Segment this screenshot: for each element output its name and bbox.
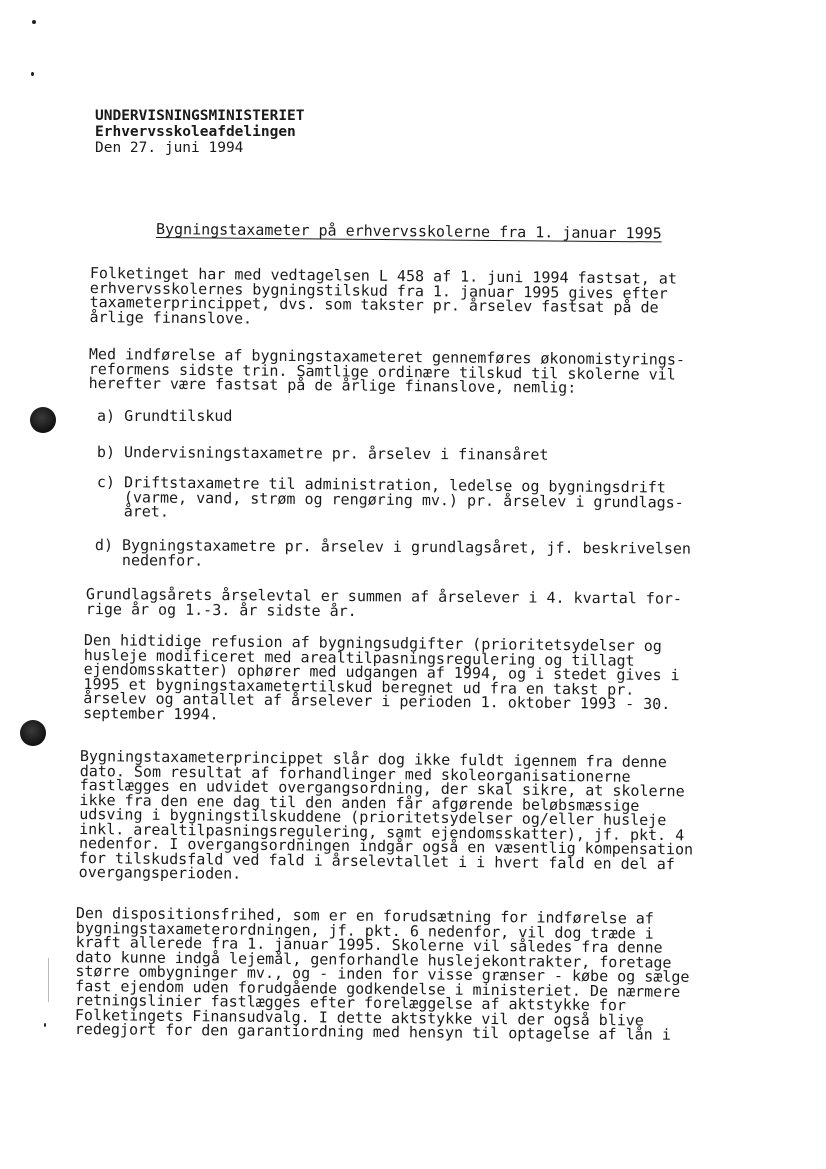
document-date: Den 27. juni 1994 (95, 140, 244, 156)
scan-speck (31, 72, 34, 76)
paragraph: Bygningstaxameterprincippet slår dog ikke fuldt igennem fra denne dato. Som resultat af forhandlinger med skoleorganisationerne fastlægges en udvidet overgangsordning, der skal sikre, at skolerne ikke fra den ene dag til den anden får afgørende beløbsmæssige udsving i bygningstilskuddene (prioritetsydelser og/eller husleje inkl. arealtilpasningsregulering, samt ejendomsskatter), jf. pkt. 4 nedenfor. I overgangsordningen indgår også en væsentlig kompensation for tilskudsfald ved fald i årselevtallet i i hvert fald en del af overgangsperioden. (78, 747, 694, 883)
document-title: Bygningstaxameter på erhvervsskolerne fra 1. januar 1995 (155, 220, 662, 243)
scan-speck (44, 1023, 46, 1027)
list-item: b) Undervisningstaxametre pr. årselev i finansåret (96, 443, 549, 464)
paragraph: Den hidtidige refusion af bygningsudgifter (prioritetsydelser og husleje modificeret med arealtilpasningsregulering og tillagt ejendomsskatter) ophører med udgangen af 1994, og i stedet gives i 1995 et bygningstaxametertilskud beregnet ud fra en takst pr. årselev og antallet af årselever i perioden 1. oktober 1993 - 30. september 1994. (83, 631, 680, 723)
ministry-name: UNDERVISNINGSMINISTERIET (95, 108, 305, 124)
letterhead (95, 108, 305, 156)
paragraph: Med indførelse af bygningstaxameteret gennemføres økonomistyrings- reformens sidste trin. Samtlige ordinære tilskud til skolerne vil herefter være fastsat på de årlige finanslove, nemlig: (88, 345, 686, 397)
department-name: Erhvervsskoleafdelingen (95, 124, 296, 140)
list-item: c) Driftstaxametre til administration, ledelse og bygningsdrift (varme, vand, strøm og rengøring mv.) pr. årselev i grundlags- året. (96, 473, 684, 521)
punch-hole-mark (30, 407, 56, 433)
list-item: d) Bygningstaxametre pr. årselev i grundlagsåret, jf. beskrivelsen nedenfor. (94, 536, 692, 570)
scan-speck (32, 20, 36, 24)
punch-hole-mark (20, 720, 46, 746)
paragraph: Den dispositionsfrihed, som er en forudsætning for indførelse af bygningstaxameterordningen, jf. pkt. 6 nedenfor, vil dog træde i kraft allerede fra 1. januar 1995. Skolerne vil således fra denne dato kunne indgå lejemål, genforhandle huslejekontrakter, foretage større ombygninger mv., og - inden for visse grænser - købe og sælge fast ejendom uden forudgående godkendelse i ministeriet. De nærmere retningslinier fastlægges efter forelæggelse af aktstykke for Folketingets Finansudvalg. I dette aktstykke vil der også blive redegjort for den garantiordning med hensyn til optagelse af lån i (74, 904, 690, 1044)
paragraph: Grundlagsårets årselevtal er summen af årselever i 4. kvartal for- rige år og 1.-3. år sidste år. (85, 585, 683, 620)
list-item: a) Grundtilskud (97, 407, 233, 425)
paragraph: Folketinget har med vedtagelsen L 458 af 1. juni 1994 fastsat, at erhvervsskolernes bygningstilskud fra 1. januar 1995 gives efter taxameterprincippet, dvs. som takster pr. årselev fastsat på de årlige finanslove. (89, 264, 677, 328)
margin-line (48, 958, 49, 1002)
